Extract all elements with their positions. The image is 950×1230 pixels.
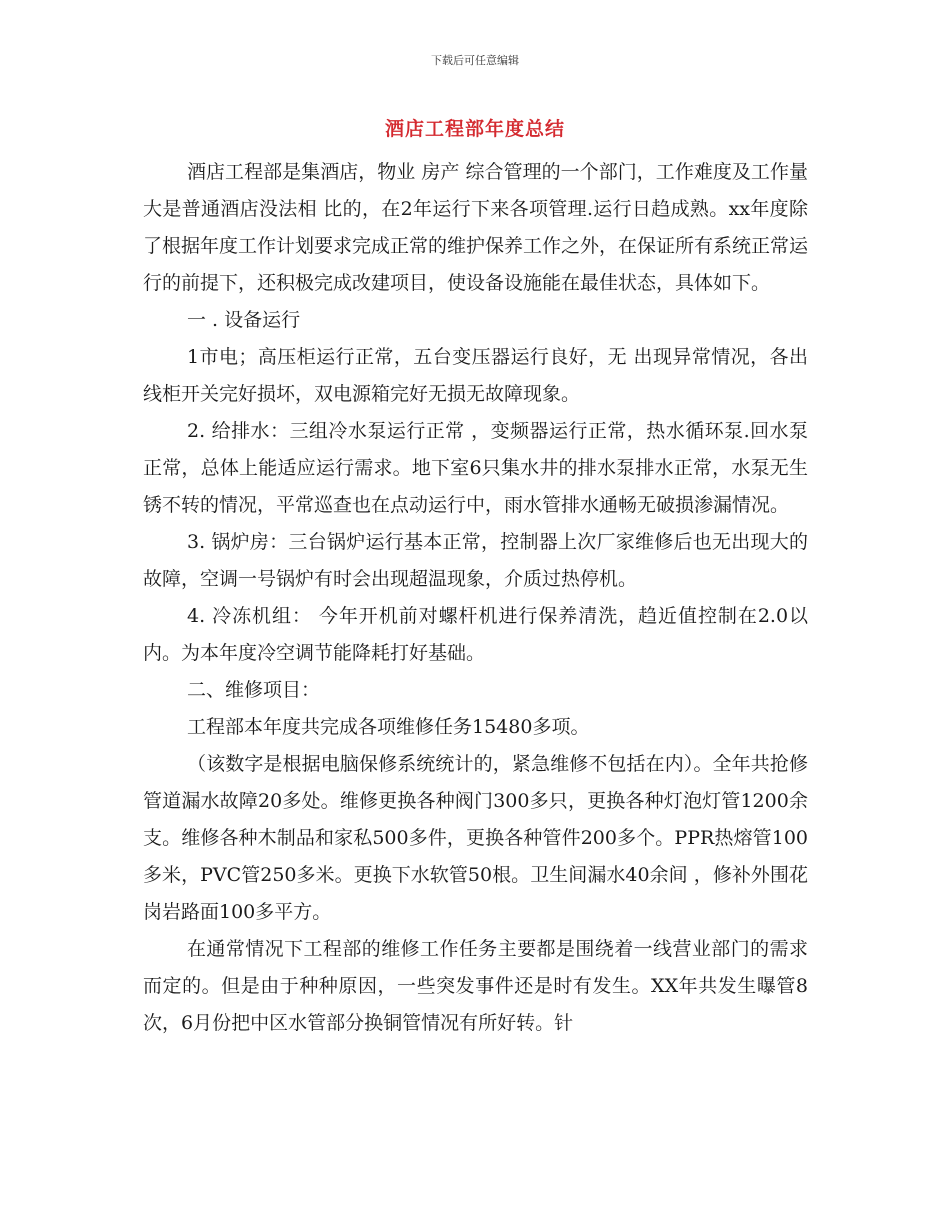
document-body (143, 154, 808, 1042)
paragraph-chiller: 4. 冷冻机组： 今年开机前对螺杆机进行保养清洗，趋近值控制在2.0以内。为本年度冷空调节能降耗打好基础。 (143, 605, 808, 664)
paragraph-boiler: 3. 锅炉房：三台锅炉运行基本正常，控制器上次厂家维修后也无出现大的故障，空调一号锅炉有时会出现超温现象，介质过热停机。 (143, 531, 808, 590)
paragraph-intro: 酒店工程部是集酒店，物业 房产 综合管理的一个部门，工作难度及工作量大是普通酒店没法相 比的，在2年运行下来各项管理.运行日趋成熟。xx年度除了根据年度工作计划要求完成正常的维护保养工作之外，在保证所有系统正常运行的前提下，还积极完成改建项目，使设备设施能在最佳状态，具体如下。 (143, 161, 809, 294)
paragraph-emergencies: 在通常情况下工程部的维修工作任务主要都是围绕着一线营业部门的需求而定的。但是由于种种原因，一些突发事件还是时有发生。XX年共发生曝管8次，6月份把中区水管部分换铜管情况有所好转。针 (143, 938, 808, 1034)
document-title: 酒店工程部年度总结 (384, 118, 565, 140)
section-heading-repairs: 二、维修项目： (187, 679, 321, 701)
paragraph-water: 2. 给排水：三组冷水泵运行正常 ，变频器运行正常，热水循环泵.回水泵正常，总体上能适应运行需求。地下室6只集水井的排水泵排水正常，水泵无生锈不转的情况，平常巡查也在点动运行中，雨水管排水通畅无破损渗漏情况。 (143, 420, 808, 516)
paragraph-power: 1市电；高压柜运行正常，五台变压器运行良好，无 出现异常情况，各出线柜开关完好损坏，双电源箱完好无损无故障现象。 (143, 346, 808, 405)
paragraph-repair-details: （该数字是根据电脑保修系统统计的，紧急维修不包括在内）。全年共抢修管道漏水故障20多处。维修更换各种阀门300多只，更换各种灯泡灯管1200余支。维修各种木制品和家私500多件，更换各种管件200多个。PPR热熔管100多米，PVC管250多米。更换下水软管50根。卫生间漏水40余间 ，修补外围花岗岩路面100多平方。 (143, 753, 808, 923)
section-heading-equipment: 一 . 设备运行 (187, 309, 301, 331)
page-header: 下载后可任意编辑 (431, 54, 519, 67)
paragraph-repair-total: 工程部本年度共完成各项维修任务15480多项。 (187, 716, 590, 738)
